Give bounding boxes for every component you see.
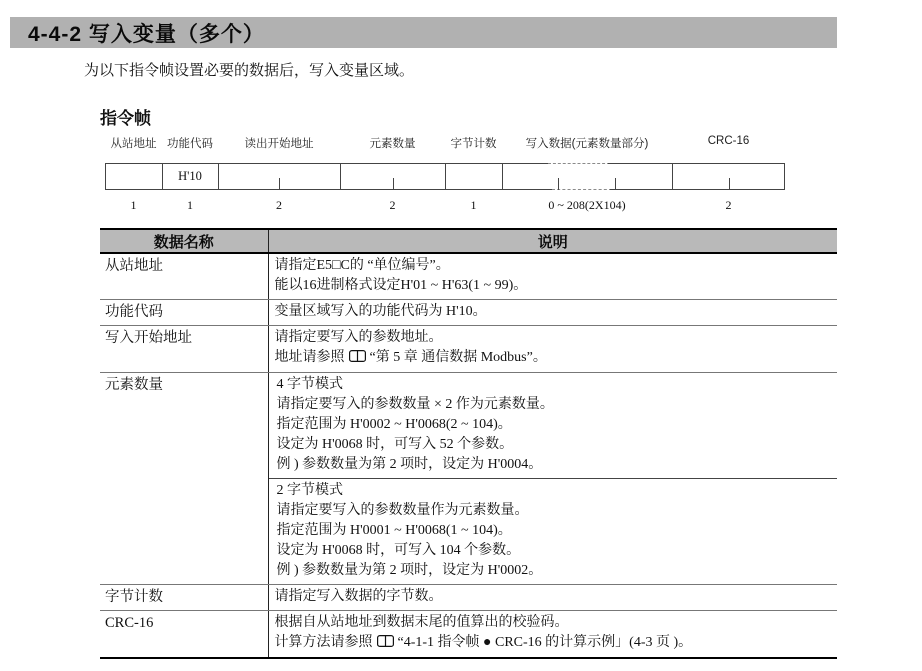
row-name: 写入开始地址 — [100, 326, 268, 373]
row-desc — [268, 300, 837, 326]
desc-line: 请指定要写入的参数数量作为元素数量。 — [276, 503, 529, 518]
desc-line: 2 字节模式 — [276, 483, 343, 498]
intro-text: 为以下指令帧设置必要的数据后，写入变量区域。 — [84, 63, 415, 79]
frame-field-element-count — [340, 135, 445, 217]
section-title-banner — [10, 17, 837, 48]
table-row — [100, 611, 837, 659]
frame-field-value: H'10 — [178, 169, 202, 183]
byte-divider-tick — [558, 178, 559, 190]
desc-line: 能以16进制格式设定H'01 ~ H'63(1 ~ 99)。 — [274, 278, 528, 293]
row-name: CRC-16 — [100, 611, 268, 659]
desc-line: 变量区域写入的功能代码为 H'10。 — [274, 304, 487, 319]
desc-line: 4 字节模式 — [276, 377, 343, 392]
desc-line: 根据自从站地址到数据末尾的值算出的校验码。 — [274, 615, 569, 630]
row-name: 字节计数 — [100, 585, 268, 611]
row-desc — [268, 253, 837, 300]
table-row — [100, 585, 837, 611]
frame-field-bytes: 2 — [276, 198, 282, 212]
variable-length-dash — [548, 163, 610, 164]
row-desc — [268, 326, 837, 373]
frame-field-label: CRC-16 — [707, 135, 750, 147]
frame-field-write-data — [502, 135, 672, 217]
desc-line: 设定为 H'0068 时，可写入 104 个参数。 — [276, 543, 521, 558]
frame-field-label: 读出开始地址 — [244, 138, 314, 150]
ref-post-text: “4-1-1 指令帧 ● CRC-16 的计算示例」(4-3 页 )。 — [397, 635, 693, 650]
box-border-segment — [608, 163, 672, 164]
frame-field-crc16 — [672, 135, 785, 217]
frame-field-box — [502, 163, 672, 190]
column-header-name: 数据名称 — [100, 229, 268, 253]
desc-line: 指定范围为 H'0001 ~ H'0068(1 ~ 104)。 — [276, 523, 512, 538]
desc-ref-line — [275, 348, 832, 369]
desc-line: 请指定E5□C的 “单位编号”。 — [274, 258, 450, 273]
frame-field-box — [445, 163, 502, 190]
box-border-segment — [502, 163, 549, 164]
frame-field-bytes: 0 ~ 208(2X104) — [548, 198, 626, 212]
byte-divider-tick — [615, 178, 616, 190]
frame-field-label: 功能代码 — [167, 138, 213, 150]
desc-line: 例 ) 参数数量为第 2 项时，设定为 H'0002。 — [276, 563, 543, 578]
frame-field-label: 写入数据(元素数量部分) — [525, 138, 649, 150]
row-name: 功能代码 — [100, 300, 268, 326]
book-icon — [349, 349, 366, 369]
frame-field-bytes: 1 — [130, 198, 137, 212]
row-desc — [268, 611, 837, 659]
table-row — [100, 326, 837, 373]
frame-field-box — [105, 163, 162, 190]
frame-field-function-code — [162, 135, 218, 217]
table-row — [100, 373, 837, 585]
box-border-segment — [502, 189, 553, 190]
desc-line: 请指定写入数据的字节数。 — [274, 589, 443, 604]
box-border-segment — [610, 189, 672, 190]
row-name: 从站地址 — [100, 253, 268, 300]
frame-field-slave-address — [105, 135, 162, 217]
byte-divider-tick — [279, 178, 280, 190]
frame-field-bytes: 2 — [725, 198, 732, 212]
frame-field-start-address — [218, 135, 340, 217]
ref-pre-text: 计算方法请参照 — [274, 635, 373, 650]
frame-field-byte-count — [445, 135, 502, 217]
book-icon — [377, 634, 394, 654]
table-row — [100, 253, 837, 300]
mode-block-4byte — [269, 373, 838, 478]
ref-pre-text: 地址请参照 — [274, 350, 345, 365]
command-frame-diagram — [0, 135, 922, 217]
frame-field-bytes: 2 — [389, 198, 396, 212]
ref-post-text: “第 5 章 通信数据 Modbus”。 — [369, 350, 547, 365]
desc-line: 设定为 H'0068 时，可写入 52 个参数。 — [276, 437, 514, 452]
table-row — [100, 300, 837, 326]
mode-block-2byte — [269, 478, 838, 584]
desc-line: 指定范围为 H'0002 ~ H'0068(2 ~ 104)。 — [276, 417, 512, 432]
desc-line: 请指定要写入的参数地址。 — [274, 330, 443, 345]
column-header-desc: 说明 — [268, 229, 837, 253]
desc-line: 例 ) 参数数量为第 2 项时，设定为 H'0004。 — [276, 457, 543, 472]
row-name: 元素数量 — [100, 373, 268, 585]
byte-divider-tick — [393, 178, 394, 190]
frame-field-label: 元素数量 — [369, 138, 416, 150]
byte-divider-tick — [729, 178, 730, 190]
desc-ref-line — [275, 633, 832, 654]
section-title: 4-4-2 写入变量（多个） — [28, 22, 265, 46]
frame-field-bytes: 1 — [187, 198, 193, 212]
row-desc — [268, 373, 837, 585]
frame-field-bytes: 1 — [470, 198, 477, 212]
frame-field-label: 从站地址 — [110, 138, 157, 150]
frame-field-label: 字节计数 — [450, 138, 497, 150]
frame-heading: 指令帧 — [100, 109, 151, 128]
row-desc — [268, 585, 837, 611]
variable-length-dash — [552, 189, 612, 190]
data-spec-table — [100, 228, 837, 659]
table-header-row — [100, 229, 837, 253]
desc-line: 请指定要写入的参数数量 × 2 作为元素数量。 — [276, 397, 554, 412]
